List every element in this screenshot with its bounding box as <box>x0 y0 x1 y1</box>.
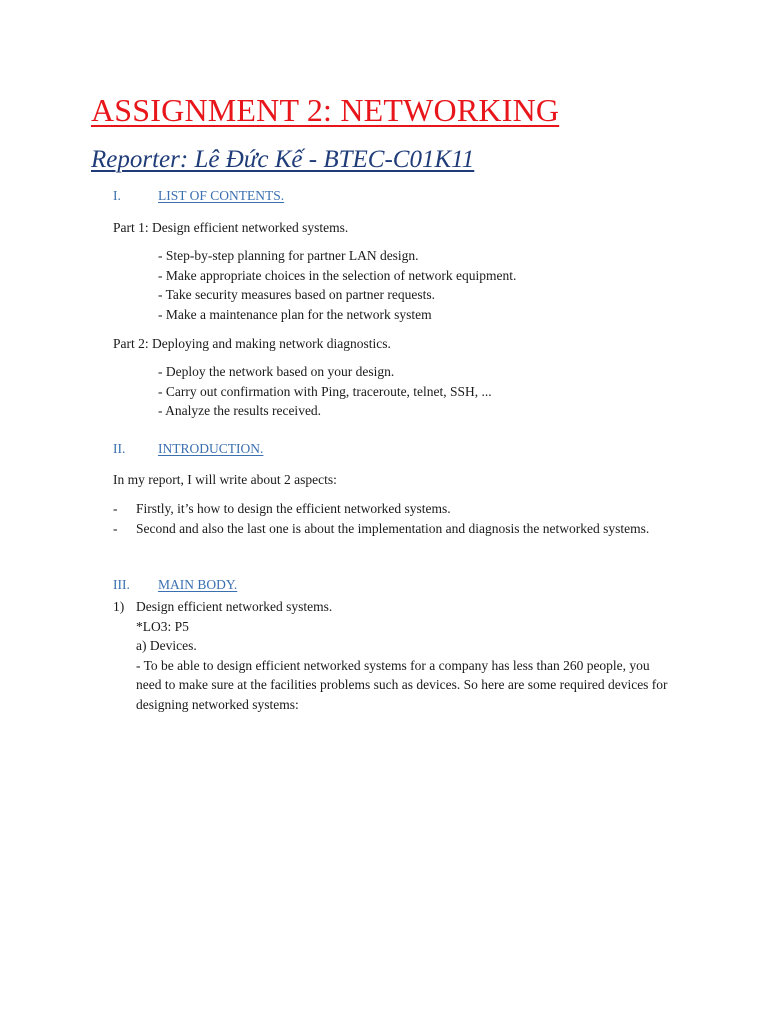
dash-marker: - <box>113 501 118 516</box>
list-item: - Analyze the results received. <box>158 403 322 418</box>
devices-paragraph: - To be able to design efficient networked systems for a company has less than 260 people, you need to make sure at the facilities problems such as devices. So here are some required devices for designing networked systems: <box>136 657 668 712</box>
list-item: - Carry out confirmation with Ping, traceroute, telnet, SSH, ... <box>158 383 492 399</box>
heading-text: INTRODUCTION. <box>158 441 264 456</box>
heading-number: III. <box>113 577 130 592</box>
heading-list-of-contents <box>113 188 284 204</box>
main-body-item-1 <box>113 597 673 714</box>
heading-text: MAIN BODY. <box>158 577 238 592</box>
heading-main-body <box>113 577 237 593</box>
list-item-text: Second and also the last one is about the implementation and diagnosis the networked systems. <box>136 520 650 536</box>
subheading-devices: a) Devices. <box>136 638 197 653</box>
introduction-lead: In my report, I will write about 2 aspects: <box>113 472 337 487</box>
heading-number: I. <box>113 188 121 203</box>
item-title: Design efficient networked systems. <box>136 599 333 614</box>
list-item: - Step-by-step planning for partner LAN design. <box>158 248 419 263</box>
document-title: ASSIGNMENT 2: NETWORKING <box>91 92 560 128</box>
heading-text: LIST OF CONTENTS. <box>158 188 285 203</box>
part2-list <box>158 362 492 421</box>
part2-title: Part 2: Deploying and making network diagnostics. <box>113 336 391 351</box>
heading-introduction <box>113 441 263 457</box>
part1-title: Part 1: Design efficient networked systems. <box>113 220 349 235</box>
list-item: - Take security measures based on partner requests. <box>158 287 435 302</box>
introduction-list <box>113 499 673 538</box>
list-item <box>113 499 673 519</box>
list-item-text: Firstly, it’s how to design the efficient networked systems. <box>136 501 451 516</box>
list-item: - Deploy the network based on your design. <box>158 364 395 379</box>
list-item <box>113 519 673 539</box>
heading-number: II. <box>113 441 126 456</box>
dash-marker: - <box>113 520 118 536</box>
list-item: - Make appropriate choices in the selection of network equipment. <box>158 267 517 283</box>
part1-list <box>158 246 516 324</box>
number-marker: 1) <box>113 599 125 614</box>
learning-outcome: *LO3: P5 <box>136 618 189 634</box>
list-item: - Make a maintenance plan for the network system <box>158 306 432 322</box>
reporter-line: Reporter: Lê Đức Kế - BTEC-C01K11 <box>91 146 475 173</box>
main-body-item-content <box>136 597 673 714</box>
